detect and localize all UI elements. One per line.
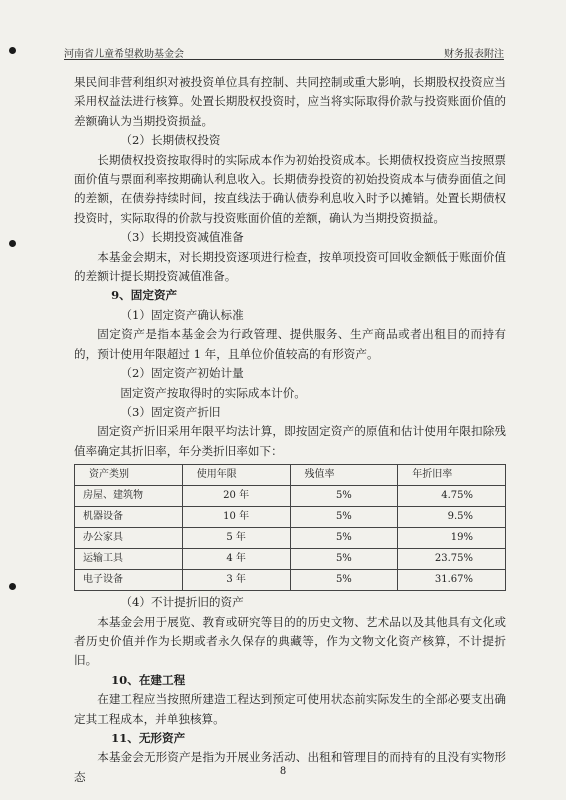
subsection-line: （4）不计提折旧的资产: [120, 595, 244, 610]
header-org-name: 河南省儿童希望救助基金会: [64, 49, 184, 60]
table-row: [75, 549, 506, 570]
table-header-cell: 年折旧率: [398, 465, 506, 486]
table-cell: 5%: [290, 528, 398, 549]
binder-hole-icon: [9, 583, 16, 590]
body-paragraph: 本基金会无形资产是指为开展业务活动、出租和管理目的而持有的且没有实物形态: [74, 750, 506, 784]
table-header-row: [75, 465, 506, 486]
table-cell: 电子设备: [75, 570, 183, 591]
section-heading: 10、在建工程: [111, 672, 186, 687]
table-cell: 运输工具: [75, 549, 183, 570]
table-cell: 4.75%: [398, 486, 506, 507]
table-cell: 3 年: [182, 570, 290, 591]
table-cell: 5%: [290, 507, 398, 528]
table-row: [75, 528, 506, 549]
subsection-line: （2）固定资产初始计量: [120, 366, 244, 381]
header-section-title: 财务报表附注: [444, 49, 504, 60]
document-body: [74, 73, 506, 787]
body-paragraph: 在建工程应当按照所建造工程达到预定可使用状态前实际发生的全部必要支出确定其工程成本，并单独核算。: [74, 692, 506, 726]
subsection-line: 固定资产按取得时的实际成本计价。: [120, 385, 306, 400]
depreciation-rate-table: [74, 464, 506, 591]
binder-hole-icon: [9, 47, 16, 54]
table-cell: 9.5%: [398, 507, 506, 528]
table-cell: 5%: [290, 549, 398, 570]
subsection-line: （2）长期债权投资: [120, 133, 221, 148]
table-cell: 5%: [290, 486, 398, 507]
table-cell: 机器设备: [75, 507, 183, 528]
table-row: [75, 507, 506, 528]
table-header-cell: 使用年限: [182, 465, 290, 486]
table-cell: 31.67%: [398, 570, 506, 591]
body-paragraph: 固定资产折旧采用年限平均法计算，即按固定资产的原值和估计使用年限扣除残值率确定其折旧率，年分类折旧率如下：: [74, 424, 506, 458]
table-cell: 5 年: [182, 528, 290, 549]
table-cell: 5%: [290, 570, 398, 591]
section-heading: 9、固定资产: [111, 288, 178, 303]
table-cell: 4 年: [182, 549, 290, 570]
body-paragraph: 本基金会用于展览、教育或研究等目的的历史文物、艺术品以及其他具有文化或者历史价值并作为长期或者永久保存的典藏等，作为文物文化资产核算，不计提折旧。: [74, 614, 506, 668]
table-header-cell: 残值率: [290, 465, 398, 486]
section-heading: 11、无形资产: [111, 730, 186, 745]
page-number: 8: [279, 766, 287, 777]
subsection-line: （3）固定资产折旧: [120, 404, 221, 419]
table-cell: 10 年: [182, 507, 290, 528]
body-paragraph: 本基金会期末，对长期投资逐项进行检查，按单项投资可回收金额低于账面价值的差额计提长期投资减值准备。: [74, 249, 506, 284]
subsection-line: （3）长期投资减值准备: [120, 230, 244, 245]
table-cell: 办公家具: [75, 528, 183, 549]
page-header: [64, 45, 504, 60]
table-cell: 23.75%: [398, 549, 506, 570]
body-paragraph: 固定资产是指本基金会为行政管理、提供服务、生产商品或者出租目的而持有的，预计使用年限超过 1 年，且单位价值较高的有形资产。: [74, 327, 506, 361]
table-cell: 19%: [398, 528, 506, 549]
body-paragraph: 果民间非营利组织对被投资单位具有控制、共同控制或重大影响，长期股权投资应当采用权益法进行核算。处置长期股权投资时，应当将实际取得价款与投资账面价值的差额确认为当期投资损益。: [74, 75, 506, 128]
subsection-line: （1）固定资产确认标准: [120, 307, 244, 322]
table-header-cell: 资产类别: [75, 465, 183, 486]
table-cell: 房屋、建筑物: [75, 486, 183, 507]
body-paragraph: 长期债权投资按取得时的实际成本作为初始投资成本。长期债权投资应当按照票面价值与票面利率按期确认利息收入。长期债券投资的初始投资成本与债券面值之间的差额，在债券持续时间，按直线法于确认债券利息收入时予以摊销。处置长期债权投资时，实际取得的价款与投资账面价值的差额，确认为当期投资损益。: [74, 152, 506, 225]
table-cell: 20 年: [182, 486, 290, 507]
table-row: [75, 570, 506, 591]
table-row: [75, 486, 506, 507]
header-divider: [64, 59, 504, 60]
binder-hole-icon: [9, 240, 16, 247]
